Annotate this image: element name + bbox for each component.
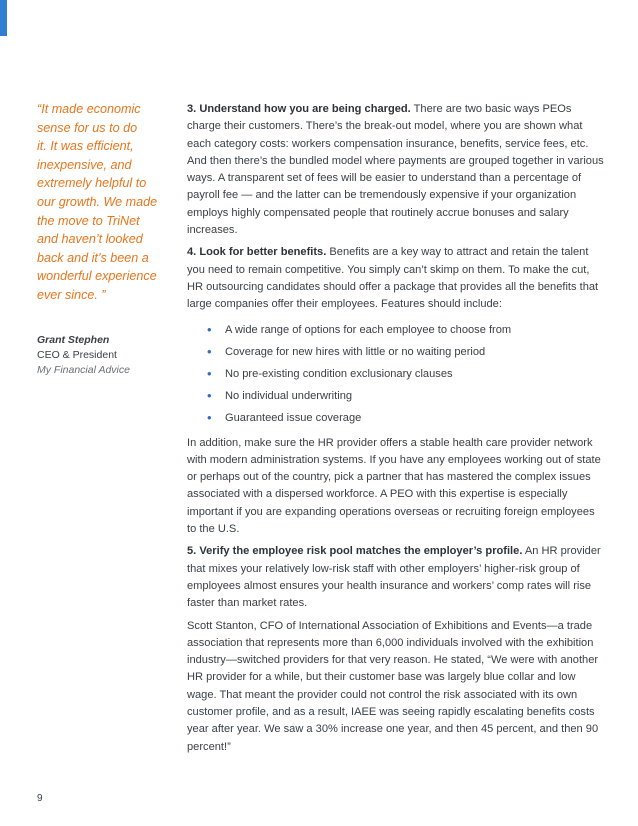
section-4-paragraph: [187, 244, 605, 313]
main-content: [187, 101, 605, 761]
quote-line: and haven’t looked: [37, 232, 143, 247]
quote-line: sense for us to do: [37, 120, 138, 135]
quote-line: “It made economic: [37, 102, 141, 116]
page-number: 9: [37, 793, 43, 804]
quote-line: extremely helpful to: [37, 176, 147, 191]
quote-line: it. It was efficient,: [37, 139, 134, 154]
quote-line: back and it’s been a: [37, 250, 149, 265]
section-5-heading: 5. Verify the employee risk pool matches the employer’s profile.: [187, 545, 523, 558]
quote-line: wonderful experience: [37, 269, 157, 284]
pull-quote: [37, 100, 167, 305]
quote-attribution: [37, 333, 167, 378]
list-item: • A wide range of options for each employee to choose from: [207, 319, 605, 341]
section-5-paragraph: [187, 543, 605, 612]
list-item: • Coverage for new hires with little or no waiting period: [207, 341, 605, 363]
section-3-paragraph: [187, 101, 605, 239]
section-4-followup: In addition, make sure the HR provider offers a stable health care provider network with modern administration systems. If you have any employees working out of state or perhaps out of the country, pick a partner that has mastered the complex issues associated with a dispersed workforce. A PEO with this expertise is especially important if you are expanding operations overseas or recruiting foreign employees to the U.S.: [187, 436, 601, 536]
list-item: • Guaranteed issue coverage: [207, 407, 605, 429]
quote-line: the move to TriNet: [37, 213, 140, 228]
quote-line: ever since. ”: [37, 287, 106, 302]
section-5-body: An HR provider that mixes your relatively low-risk staff with other employers’ higher-risk group of employees almost ensures your health insurance and workers’ comp rates will rise faster than market rates.: [187, 545, 601, 610]
list-item: • No individual underwriting: [207, 385, 605, 407]
author-name: Grant Stephen: [37, 333, 110, 346]
corner-accent-bar: [0, 0, 7, 36]
quote-line: our growth. We made: [37, 194, 158, 209]
author-company: My Financial Advice: [37, 363, 130, 376]
pull-quote-sidebar: [37, 100, 167, 378]
quote-line: inexpensive, and: [37, 157, 132, 172]
section-4-heading: 4. Look for better benefits.: [187, 246, 327, 259]
benefits-list: [187, 319, 605, 429]
section-5-story: Scott Stanton, CFO of International Association of Exhibitions and Events—a trade association that represents more than 6,000 individuals involved with the exhibition industry—switched providers for that very reason. He stated, “We were with another HR provider for a while, but their customer base was largely blue collar and low wage. That meant the provider could not control the risk associated with its own customer profile, and as a result, IAEE was seeing rapidly escalating benefits costs year after year. We saw a 30% increase one year, and then 45 percent, and then 90 percent!”: [187, 619, 599, 753]
list-item: • No pre-existing condition exclusionary clauses: [207, 363, 605, 385]
section-3-heading: 3. Understand how you are being charged.: [187, 103, 411, 115]
section-4-body: Benefits are a key way to attract and retain the talent you need to remain competitive. You simply can’t skimp on them. To make the cut, HR outsourcing candidates should offer a package that provides all the benefits that large companies offer their employees. Features should include:: [187, 246, 599, 311]
section-3-body: There are two basic ways PEOs charge their customers. There’s the break-out model, where you are shown what each category costs: workers compensation insurance, benefits, service fees, etc. And then there’s the bundled model where payments are grouped together in various ways. A transparent set of fees will be easier to understand than a percentage of payroll fee — and the latter can be tremendously expensive if your organization employs highly compensated people that routinely accrue bonuses and salary increases.: [187, 103, 604, 237]
author-title: CEO & President: [37, 348, 117, 361]
